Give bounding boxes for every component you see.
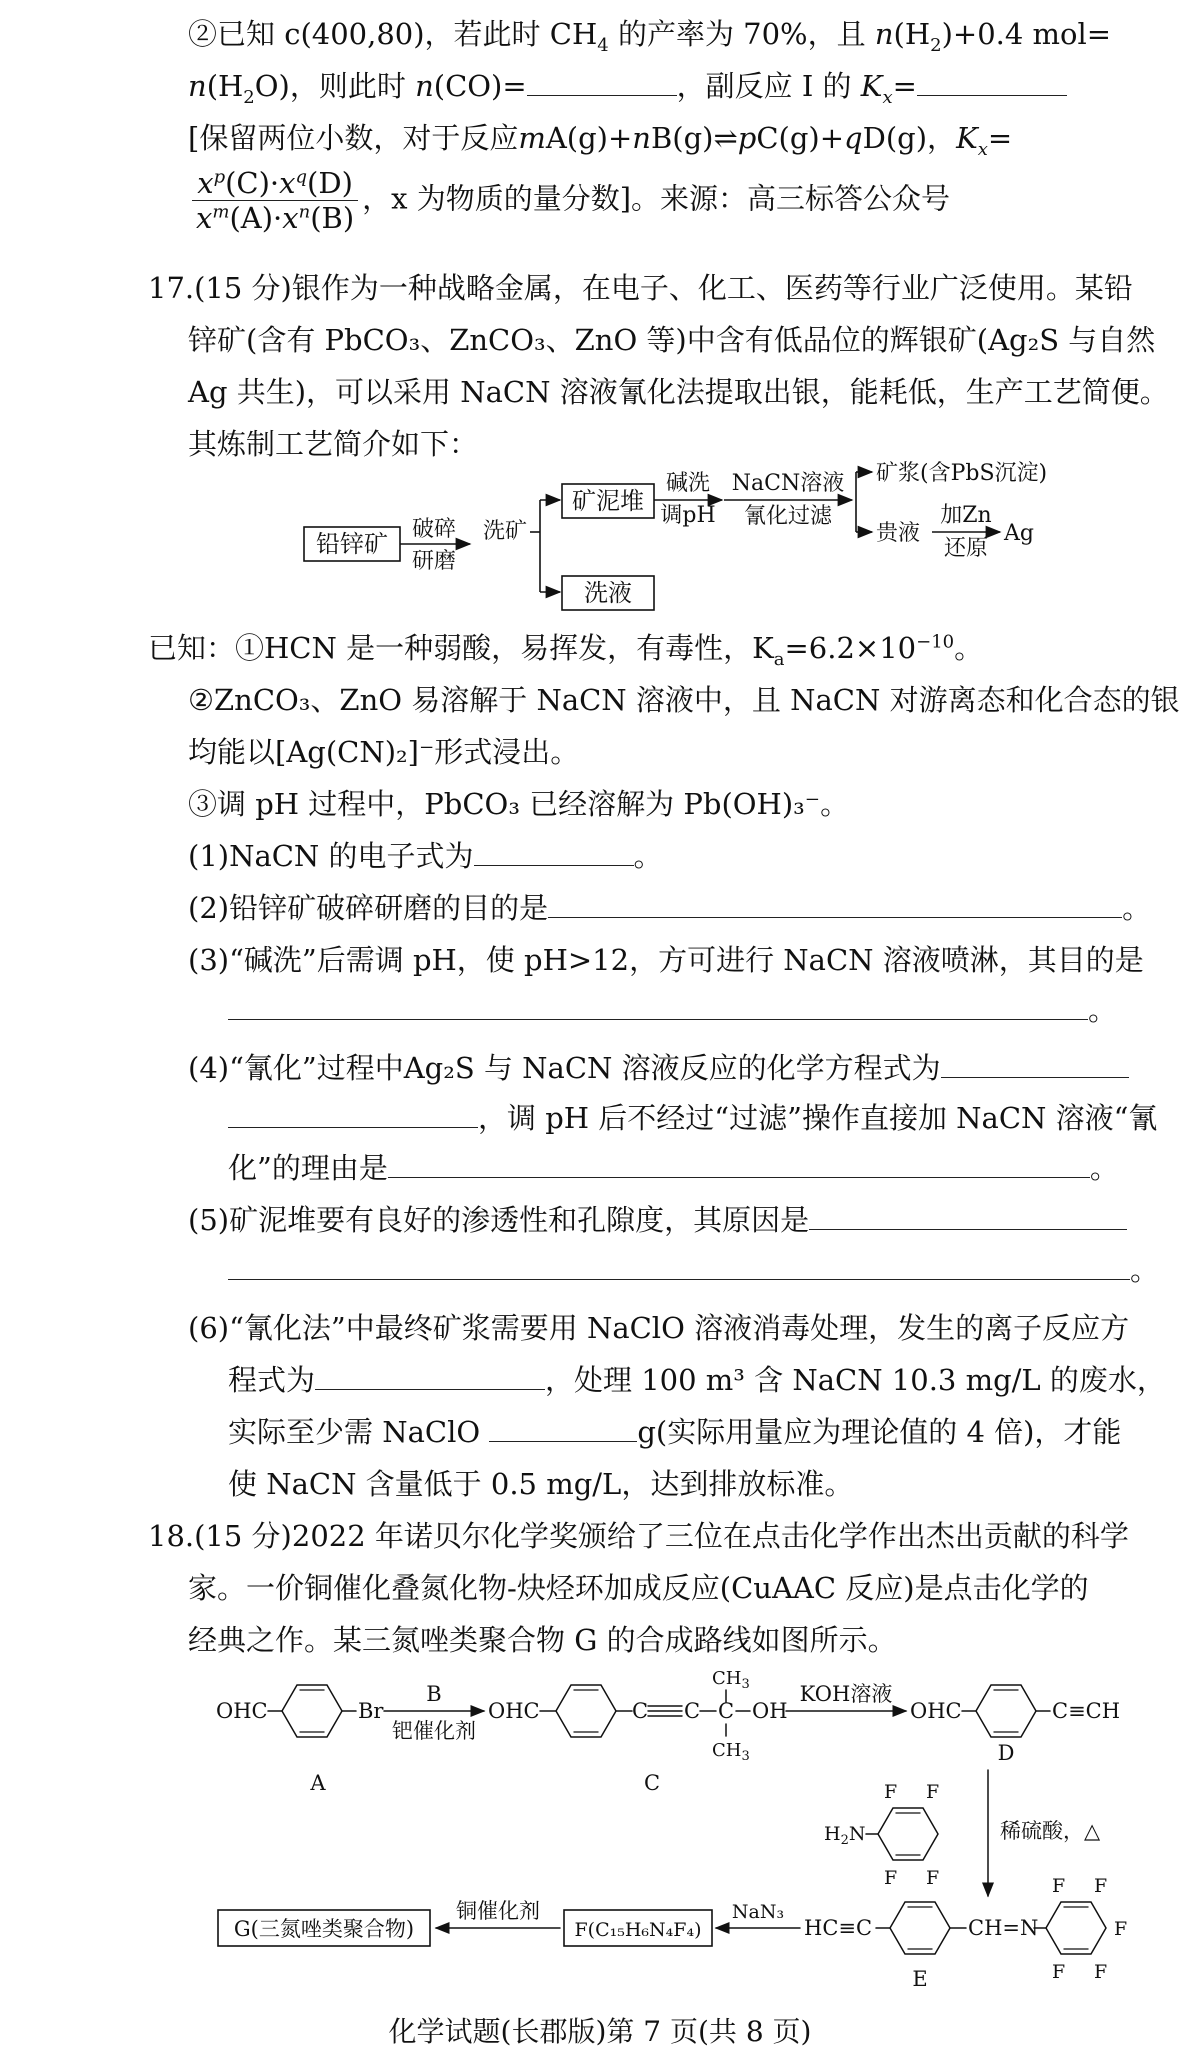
- svg-text:F: F: [884, 1867, 898, 1889]
- q17-sub-3-blank-line: 。: [228, 990, 1117, 1030]
- alkali-label: 碱洗: [665, 471, 711, 496]
- q17-sub-1: (1)NaCN 的电子式为 。: [188, 839, 663, 873]
- grind-label: 研磨: [411, 549, 457, 574]
- q17-line-4: 其炼制工艺简介如下：: [188, 427, 479, 461]
- svg-text:F: F: [926, 1781, 940, 1803]
- svg-text:F: F: [1094, 1875, 1108, 1897]
- C-ch3-bottom: $CH_3$: [712, 1740, 750, 1764]
- answer-blank-5b[interactable]: [228, 1251, 1130, 1280]
- ore-label: 铅锌矿: [316, 530, 388, 558]
- benzene-ring-E: [890, 1902, 950, 1954]
- q17-line-3: Ag 共生)，可以采用 NaCN 溶液氰化法提取出银，能耗低，生产工艺简便。: [188, 375, 1169, 409]
- svg-text:C: C: [718, 1699, 735, 1723]
- q17-sub-6b: 程式为 ，处理 100 m³ 含 NaCN 10.3 mg/L 的废水，: [228, 1363, 1166, 1397]
- cu-catalyst: 铜催化剂: [456, 1899, 540, 1923]
- q18-line-1: 18.(15 分)2022 年诺贝尔化学奖颁给了三位在点击化学作出杰出贡献的科学: [148, 1519, 1129, 1553]
- cyanide-label: 氰化过滤: [743, 504, 833, 529]
- nan3-reagent: NaN₃: [731, 1901, 785, 1923]
- svg-text:F: F: [884, 1781, 898, 1803]
- svg-text:C: C: [684, 1699, 701, 1723]
- svg-text:C: C: [632, 1699, 649, 1723]
- q17-sub-6d: 使 NaCN 含量低于 0.5 mg/L，达到排放标准。: [228, 1467, 854, 1501]
- q17-sub-6a: (6)“氰化法”中最终矿浆需要用 NaClO 溶液消毒处理，发生的离子反应方: [188, 1311, 1130, 1345]
- answer-blank-kx[interactable]: [917, 67, 1067, 96]
- wash-label: 洗矿: [482, 519, 528, 544]
- pd-catalyst: 钯催化剂: [392, 1719, 476, 1743]
- q17-sub-3: (3)“碱洗”后需调 pH，使 pH>12，方可进行 NaCN 溶液喷淋，其目的是: [188, 943, 1144, 977]
- q17-known-2a: ②ZnCO₃、ZnO 易溶解于 NaCN 溶液中，且 NaCN 对游离态和化合态的银: [188, 683, 1180, 717]
- page-footer: 化学试题(长郡版)第 7 页(共 8 页): [388, 2015, 812, 2048]
- q16-line-4: $\frac{x^p(C)\cdot x^q(D)}{x^m(A)\cdot x^n(B)}$ ，x 为物质的量分数]。来源：高三标答公众号: [188, 166, 950, 235]
- C-ch3-top: $CH_3$: [712, 1668, 750, 1692]
- label-C: C: [643, 1771, 661, 1795]
- mud-label: 矿泥堆: [572, 487, 644, 515]
- nacn-label: NaCN溶液: [731, 471, 845, 496]
- answer-blank-3[interactable]: [228, 991, 1088, 1020]
- mud-box: [562, 484, 654, 518]
- reagent-B: B: [426, 1682, 442, 1706]
- D-ohc: OHC: [910, 1699, 962, 1723]
- A-ohc: OHC: [216, 1699, 268, 1723]
- label-A: A: [310, 1771, 326, 1795]
- q17-sub-5: (5)矿泥堆要有良好的渗透性和孔隙度，其原因是: [188, 1200, 1127, 1240]
- svg-text:F: F: [1094, 1961, 1108, 1983]
- E-imine: CH=N: [968, 1916, 1039, 1940]
- q17-line-2: 锌矿(含有 PbCO₃、ZnCO₃、ZnO 等)中含有低品位的辉银矿(Ag₂S 与自然: [188, 323, 1156, 357]
- wash-liquid-box: [562, 576, 654, 610]
- F-label: F(C₁₅H₆N₄F₄): [574, 1919, 702, 1941]
- answer-blank-6b[interactable]: [489, 1413, 637, 1442]
- rich-label: 贵液: [876, 521, 921, 546]
- ore-box: [304, 527, 400, 561]
- G-box: [218, 1910, 430, 1946]
- q16-line-1: ②已知 c(400,80)，若此时 $CH_4$ 的产率为 70%，且 $n(H_2)+0.4$ mol=: [188, 17, 1112, 56]
- amine-h2n: $H_2N$: [824, 1823, 866, 1848]
- acid-reagent: 稀硫酸，△: [1000, 1819, 1101, 1843]
- zn-label: 加Zn: [940, 503, 992, 528]
- D-alkyne: C≡CH: [1052, 1699, 1121, 1723]
- answer-blank-6a[interactable]: [315, 1361, 545, 1390]
- q17-known-1: 已知：①HCN 是一种弱酸，易挥发，有毒性，$K_a=6.2\times 10^{-10}$。: [148, 631, 984, 670]
- G-label: G(三氮唑类聚合物): [233, 1917, 415, 1941]
- benzene-ring-A: [282, 1685, 342, 1737]
- svg-text:F: F: [1114, 1918, 1128, 1940]
- slurry-label: 矿浆(含PbS沉淀): [876, 461, 1048, 486]
- answer-blank-5a[interactable]: [809, 1201, 1127, 1230]
- benzene-ring-amine: [878, 1808, 938, 1860]
- answer-blank-4c[interactable]: [388, 1149, 1090, 1178]
- q16-line-2: $n(H_2O)$，则此时 n(CO)= ，副反应 Ⅰ 的 $K_x=$: [188, 66, 1067, 106]
- answer-blank-4b[interactable]: [228, 1099, 478, 1128]
- E-alkyne: HC≡C: [804, 1916, 873, 1940]
- q17-sub-2: (2)铅锌矿破碎研磨的目的是 。: [188, 891, 1152, 925]
- q17-sub-4a: (4)“氰化”过程中Ag₂S 与 NaCN 溶液反应的化学方程式为: [188, 1048, 1129, 1088]
- wash-liquid-label: 洗液: [584, 579, 632, 607]
- q17-known-2b: 均能以[Ag(CN)₂]⁻形式浸出。: [188, 735, 580, 769]
- q17-known-3: ③调 pH 过程中，PbCO₃ 已经溶解为 Pb(OH)₃⁻。: [188, 787, 850, 821]
- reduce-label: 还原: [943, 536, 989, 561]
- answer-blank-nco[interactable]: [527, 67, 677, 96]
- kx-fraction: $\frac{x^p(C)\cdot x^q(D)}{x^m(A)\cdot x^n(B)}$: [192, 166, 358, 235]
- ph-label: 调pH: [660, 503, 716, 528]
- benzene-ring-C: [556, 1685, 616, 1737]
- label-E: E: [912, 1967, 928, 1991]
- q17-sub-5-blank-line: 。: [228, 1250, 1159, 1290]
- answer-blank-4a[interactable]: [941, 1049, 1129, 1078]
- C-oh: OH: [752, 1699, 788, 1723]
- svg-text:F: F: [926, 1867, 940, 1889]
- answer-blank-2[interactable]: [548, 889, 1122, 918]
- answer-blank-1[interactable]: [474, 837, 634, 866]
- label-D: D: [997, 1741, 1015, 1765]
- q18-line-2: 家。一价铜催化叠氮化物-炔烃环加成反应(CuAAC 反应)是点击化学的: [188, 1571, 1089, 1605]
- q16-line-3: [保留两位小数，对于反应mA(g)+nB(g)⇌pC(g)+qD(g)，$K_x=$: [188, 121, 1013, 160]
- crush-label: 破碎: [411, 517, 457, 542]
- benzene-ring-D: [976, 1685, 1036, 1737]
- q17-sub-6c: 实际至少需 NaClO g(实际用量应为理论值的 4 倍)，才能: [228, 1415, 1122, 1449]
- koh-reagent: KOH溶液: [799, 1682, 893, 1706]
- q18-line-3: 经典之作。某三氮唑类聚合物 G 的合成路线如图所示。: [188, 1623, 897, 1657]
- q17-line-1: 17.(15 分)银作为一种战略金属，在电子、化工、医药等行业广泛使用。某铅: [148, 271, 1133, 305]
- A-br: Br: [358, 1699, 384, 1723]
- F-box: [564, 1910, 712, 1946]
- benzene-ring-E-fluoro: [1046, 1902, 1106, 1954]
- q17-sub-4b: ，调 pH 后不经过“过滤”操作直接加 NaCN 溶液“氰: [228, 1098, 1157, 1138]
- q17-sub-4c: 化”的理由是 。: [228, 1151, 1119, 1185]
- svg-text:F: F: [1052, 1961, 1066, 1983]
- svg-text:F: F: [1052, 1875, 1066, 1897]
- ag-label: Ag: [1004, 521, 1034, 546]
- C-ohc: OHC: [488, 1699, 540, 1723]
